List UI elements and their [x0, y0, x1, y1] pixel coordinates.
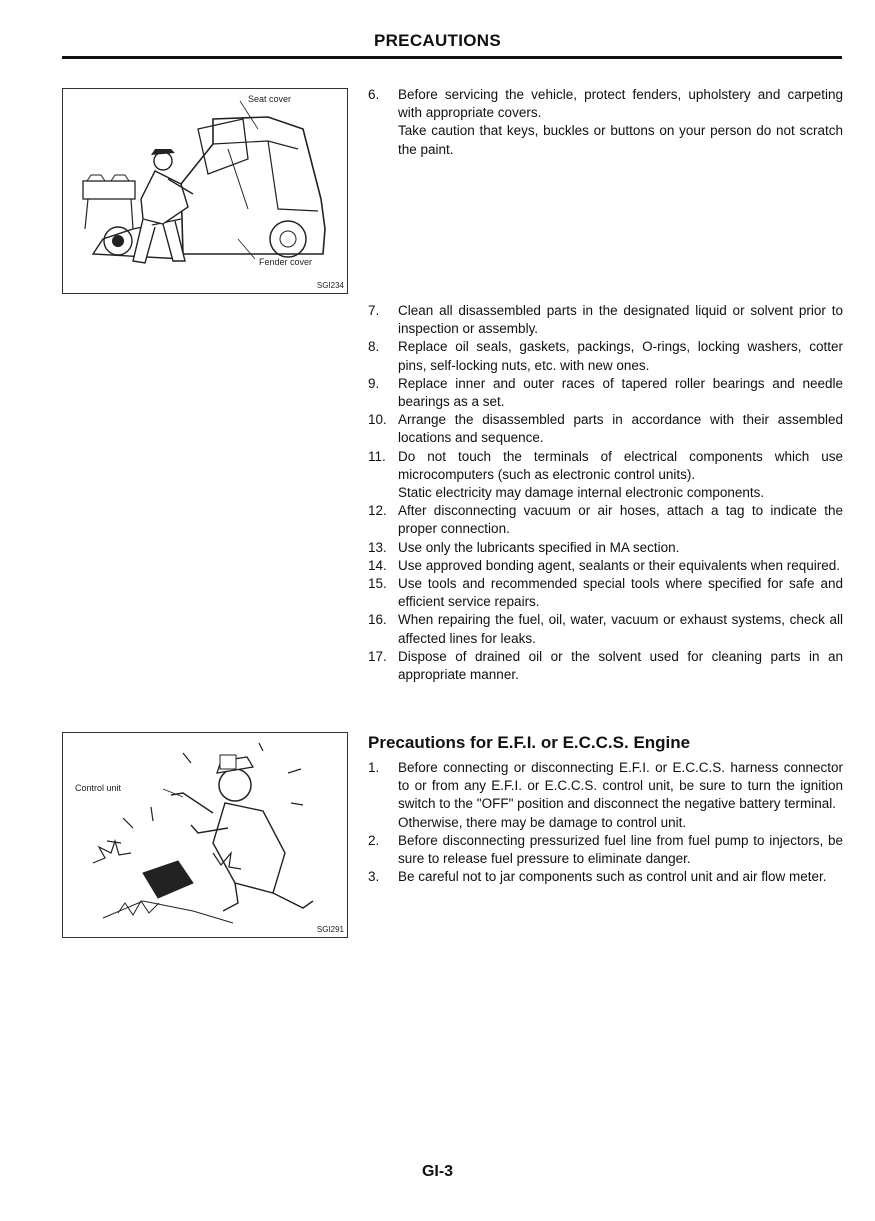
list-item — [368, 759, 843, 832]
figure-control-unit-drop — [62, 732, 348, 938]
list-item — [368, 375, 843, 411]
item-text: Use only the lubricants specified in MA section. — [398, 539, 680, 555]
item-text: Do not touch the terminals of electrical components which use microcomputers (such as electronic control units). — [398, 448, 843, 482]
item-subtext: Static electricity may damage internal electronic components. — [398, 485, 765, 501]
item-subtext: Otherwise, there may be damage to control unit. — [398, 814, 687, 830]
general-precautions-list-a — [368, 86, 843, 159]
item-number: 9. — [368, 375, 380, 391]
item-text: Be careful not to jar components such as control unit and air flow meter. — [398, 869, 827, 885]
list-item — [368, 575, 843, 611]
item-number: 11. — [368, 448, 386, 464]
list-item — [368, 302, 843, 338]
list-item — [368, 868, 843, 886]
item-text: Clean all disassembled parts in the designated liquid or solvent prior to inspection or assembly. — [398, 303, 843, 337]
item-text: Before connecting or disconnecting E.F.I. or E.C.C.S. harness connector to or from any E.F.I. or E.C.C.S. control unit, be sure to turn the ignition switch to the "OFF" position and disconnect the negative battery terminal. — [398, 760, 843, 812]
callout-control-unit: Control unit — [75, 783, 122, 793]
figure-seat-fender-cover — [62, 88, 348, 294]
general-precautions-list-b — [368, 302, 843, 684]
list-item — [368, 502, 843, 538]
item-text: Dispose of drained oil or the solvent used for cleaning parts in an appropriate manner. — [398, 648, 843, 683]
list-item — [368, 648, 843, 684]
efi-precautions-list — [368, 759, 843, 886]
page-number: GI-3 — [421, 1163, 454, 1180]
list-item — [368, 86, 843, 159]
figure-code: SGI234 — [316, 281, 344, 290]
item-text: Replace oil seals, gaskets, packings, O-rings, locking washers, cotter pins, self-locking nuts, etc. with new ones. — [398, 339, 843, 373]
item-text: After disconnecting vacuum or air hoses, attach a tag to indicate the proper connection. — [398, 503, 843, 537]
item-text: Arrange the disassembled parts in accordance with their assembled locations and sequence. — [398, 412, 843, 446]
item-subtext: Take caution that keys, buckles or buttons on your person do not scratch the paint. — [398, 123, 843, 157]
item-number: 8. — [368, 339, 380, 355]
item-number: 7. — [368, 303, 380, 318]
item-number: 3. — [368, 869, 380, 885]
callout-seat-cover: Seat cover — [248, 94, 292, 104]
control-unit-illustration — [63, 733, 347, 937]
item-number: 6. — [368, 87, 380, 102]
item-number: 12. — [368, 503, 387, 519]
list-item — [368, 411, 843, 447]
list-item — [368, 557, 843, 575]
page-title: PRECAUTIONS — [373, 31, 502, 50]
list-item — [368, 448, 843, 503]
item-number: 17. — [368, 648, 387, 664]
item-text: Use approved bonding agent, sealants or their equivalents when required. — [398, 557, 841, 573]
item-number: 14. — [368, 557, 387, 573]
title-rule — [62, 56, 842, 59]
figure-code: SGI291 — [316, 925, 344, 934]
section-heading-efi: Precautions for E.F.I. or E.C.C.S. Engine — [368, 733, 691, 752]
item-number: 2. — [368, 832, 380, 848]
item-text: Before disconnecting pressurized fuel line from fuel pump to injectors, be sure to release fuel pressure to eliminate danger. — [398, 832, 843, 867]
item-number: 13. — [368, 539, 387, 555]
list-item — [368, 338, 843, 374]
callout-fender-cover: Fender cover — [259, 257, 313, 267]
item-number: 15. — [368, 576, 387, 592]
list-item — [368, 611, 843, 647]
item-number: 16. — [368, 612, 387, 628]
list-item — [368, 832, 843, 868]
item-number: 1. — [368, 760, 380, 775]
item-text: Replace inner and outer races of tapered roller bearings and needle bearings as a set. — [398, 375, 843, 410]
item-text: Use tools and recommended special tools where specified for safe and efficient service repairs. — [398, 576, 843, 610]
list-item — [368, 539, 843, 557]
item-text: When repairing the fuel, oil, water, vacuum or exhaust systems, check all affected lines for leaks. — [398, 612, 843, 646]
item-text: Before servicing the vehicle, protect fenders, upholstery and carpeting with appropriate covers. — [398, 87, 843, 121]
item-number: 10. — [368, 412, 387, 428]
